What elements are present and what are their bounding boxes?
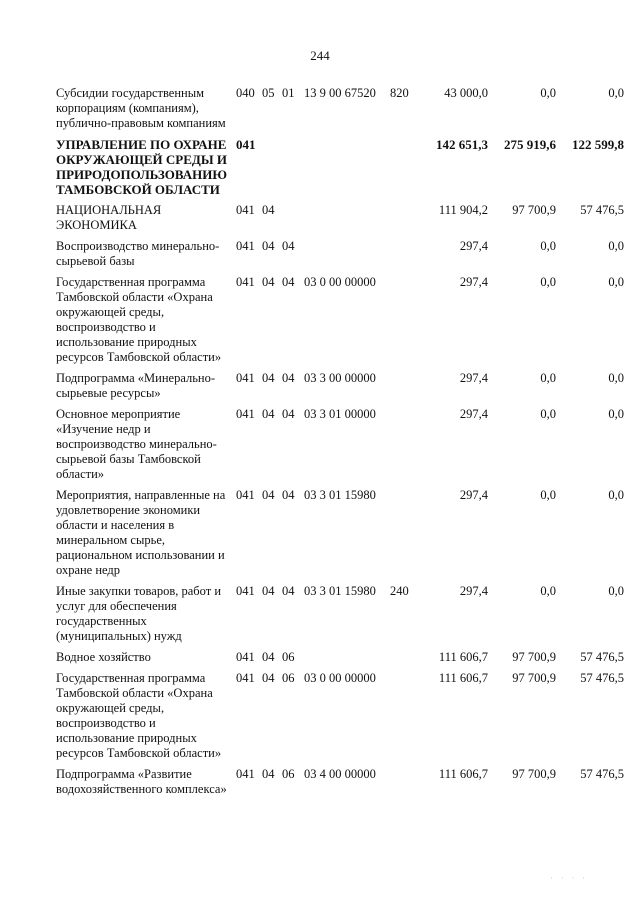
row-amount-year-2: 0,0	[540, 488, 556, 502]
row-subsection-code: 06	[282, 671, 295, 685]
row-section-code: 04	[262, 275, 275, 289]
row-expense-type-code: 240	[390, 584, 409, 598]
row-amount-year-2: 0,0	[540, 371, 556, 385]
row-subsection-code: 04	[282, 584, 295, 598]
row-amount-year-2: 0,0	[540, 584, 556, 598]
table-row	[56, 239, 624, 275]
row-amount-year-2: 0,0	[540, 275, 556, 289]
table-row	[56, 584, 624, 650]
row-section-code: 04	[262, 671, 275, 685]
row-ved-code: 041	[236, 137, 256, 152]
row-subsection-code: 04	[282, 275, 295, 289]
table-row	[56, 767, 624, 803]
row-expense-type-code	[390, 488, 416, 584]
row-amount-year-3: 57 476,5	[580, 671, 624, 685]
row-amount-year-3: 57 476,5	[580, 767, 624, 781]
table-body	[56, 86, 624, 803]
row-subsection-code: 04	[282, 488, 295, 502]
row-amount-year-2: 97 700,9	[512, 203, 556, 217]
row-amount-year-2: 97 700,9	[512, 767, 556, 781]
row-section-code: 04	[262, 407, 275, 421]
row-amount-year-3: 0,0	[608, 371, 624, 385]
row-name: Государственная программа Тамбовской области «Охрана окружающей среды, воспроизводство и использование природных ресурсов Тамбовской области»	[56, 275, 222, 364]
row-name: Подпрограмма «Развитие водохозяйственного комплекса»	[56, 767, 227, 796]
row-expense-type-code	[390, 137, 416, 203]
row-expense-type-code	[390, 650, 416, 671]
table-row	[56, 86, 624, 137]
row-expense-type-code	[390, 275, 416, 371]
row-ved-code: 041	[236, 239, 255, 253]
row-ved-code: 041	[236, 584, 255, 598]
row-amount-year-1: 297,4	[459, 488, 488, 502]
row-expense-type-code: 820	[390, 86, 409, 100]
row-amount-year-3: 0,0	[608, 488, 624, 502]
row-amount-year-2: 97 700,9	[512, 650, 556, 664]
row-amount-year-1: 111 606,7	[438, 767, 488, 781]
row-subsection-code: 01	[282, 86, 295, 100]
row-section-code: 05	[262, 86, 275, 100]
row-name: Иные закупки товаров, работ и услуг для обеспечения государственных (муниципальных) нужд	[56, 584, 222, 643]
row-amount-year-3: 0,0	[608, 86, 624, 100]
row-amount-year-1: 297,4	[459, 584, 488, 598]
row-amount-year-1: 297,4	[459, 407, 488, 421]
row-amount-year-1: 297,4	[459, 275, 488, 289]
row-ved-code: 040	[236, 86, 255, 100]
row-amount-year-3: 57 476,5	[580, 650, 624, 664]
row-amount-year-2: 275 919,6	[504, 137, 556, 152]
row-ved-code: 041	[236, 371, 255, 385]
row-amount-year-1: 43 000,0	[444, 86, 488, 100]
row-amount-year-1: 111 606,7	[438, 650, 488, 664]
row-ved-code: 041	[236, 671, 255, 685]
row-section-code: 04	[262, 203, 275, 217]
row-amount-year-2: 0,0	[540, 239, 556, 253]
row-amount-year-3: 0,0	[608, 275, 624, 289]
row-amount-year-2: 0,0	[540, 407, 556, 421]
row-target-article-code: 03 3 01 15980	[304, 584, 376, 598]
row-amount-year-3: 0,0	[608, 239, 624, 253]
row-name: Подпрограмма «Минерально-сырьевые ресурсы»	[56, 371, 216, 400]
row-expense-type-code	[390, 239, 416, 275]
row-ved-code: 041	[236, 407, 255, 421]
row-amount-year-1: 297,4	[459, 239, 488, 253]
row-expense-type-code	[390, 407, 416, 488]
row-ved-code: 041	[236, 203, 255, 217]
row-amount-year-2: 97 700,9	[512, 671, 556, 685]
row-section-code: 04	[262, 650, 275, 664]
table-row	[56, 371, 624, 407]
page-number: 244	[310, 48, 330, 63]
scan-marks: · · · ·	[550, 874, 588, 883]
row-name: Водное хозяйство	[56, 650, 151, 664]
row-name: Государственная программа Тамбовской области «Охрана окружающей среды, воспроизводство и использование природных ресурсов Тамбовской области»	[56, 671, 222, 760]
row-target-article-code: 03 3 01 00000	[304, 407, 376, 421]
row-name: НАЦИОНАЛЬНАЯ ЭКОНОМИКА	[56, 203, 162, 232]
row-target-article-code: 03 3 00 00000	[304, 371, 376, 385]
row-target-article-code: 03 3 01 15980	[304, 488, 376, 502]
row-amount-year-3: 0,0	[608, 407, 624, 421]
row-ved-code: 041	[236, 488, 255, 502]
row-expense-type-code	[390, 767, 416, 803]
row-target-article-code: 03 0 00 00000	[304, 275, 376, 289]
row-section-code: 04	[262, 584, 275, 598]
row-amount-year-1: 142 651,3	[436, 137, 488, 152]
row-expense-type-code	[390, 371, 416, 407]
row-expense-type-code	[390, 203, 416, 239]
row-section-code	[262, 137, 282, 203]
row-target-article-code	[304, 203, 390, 239]
row-subsection-code: 06	[282, 650, 295, 664]
table-row	[56, 275, 624, 371]
row-subsection-code	[282, 203, 304, 239]
row-ved-code: 041	[236, 767, 255, 781]
row-name: Субсидии государственным корпорациям (компаниям), публично-правовым компаниям	[56, 86, 226, 130]
row-amount-year-3: 57 476,5	[580, 203, 624, 217]
table-row	[56, 203, 624, 239]
row-subsection-code: 04	[282, 407, 295, 421]
row-ved-code: 041	[236, 275, 255, 289]
row-expense-type-code	[390, 671, 416, 767]
row-target-article-code	[304, 137, 390, 203]
table-row	[56, 137, 624, 203]
row-amount-year-2: 0,0	[540, 86, 556, 100]
row-subsection-code: 04	[282, 371, 295, 385]
row-amount-year-1: 111 904,2	[438, 203, 488, 217]
row-name: УПРАВЛЕНИЕ ПО ОХРАНЕ ОКРУЖАЮЩЕЙ СРЕДЫ И ПРИРОДОПОЛЬЗОВАНИЮ ТАМБОВСКОЙ ОБЛАСТИ	[56, 137, 227, 197]
row-ved-code: 041	[236, 650, 255, 664]
row-name: Основное мероприятие «Изучение недр и воспроизводство минерально-сырьевой базы Тамбовской области»	[56, 407, 217, 481]
row-amount-year-3: 122 599,8	[572, 137, 624, 152]
table-row	[56, 488, 624, 584]
row-amount-year-1: 111 606,7	[438, 671, 488, 685]
row-target-article-code: 13 9 00 67520	[304, 86, 376, 100]
table-row	[56, 407, 624, 488]
row-section-code: 04	[262, 239, 275, 253]
row-name: Воспроизводство минерально-сырьевой базы	[56, 239, 220, 268]
row-target-article-code	[304, 650, 390, 671]
row-subsection-code: 06	[282, 767, 295, 781]
row-amount-year-1: 297,4	[459, 371, 488, 385]
table-row	[56, 650, 624, 671]
table-row	[56, 671, 624, 767]
row-section-code: 04	[262, 488, 275, 502]
row-target-article-code: 03 0 00 00000	[304, 671, 376, 685]
row-subsection-code	[282, 137, 304, 203]
row-section-code: 04	[262, 371, 275, 385]
row-section-code: 04	[262, 767, 275, 781]
row-target-article-code	[304, 239, 390, 275]
row-name: Мероприятия, направленные на удовлетворение экономики области и населения в минеральном сырье, рациональном использовании и охране недр	[56, 488, 226, 577]
row-subsection-code: 04	[282, 239, 295, 253]
row-amount-year-3: 0,0	[608, 584, 624, 598]
budget-table	[56, 86, 624, 803]
row-target-article-code: 03 4 00 00000	[304, 767, 376, 781]
